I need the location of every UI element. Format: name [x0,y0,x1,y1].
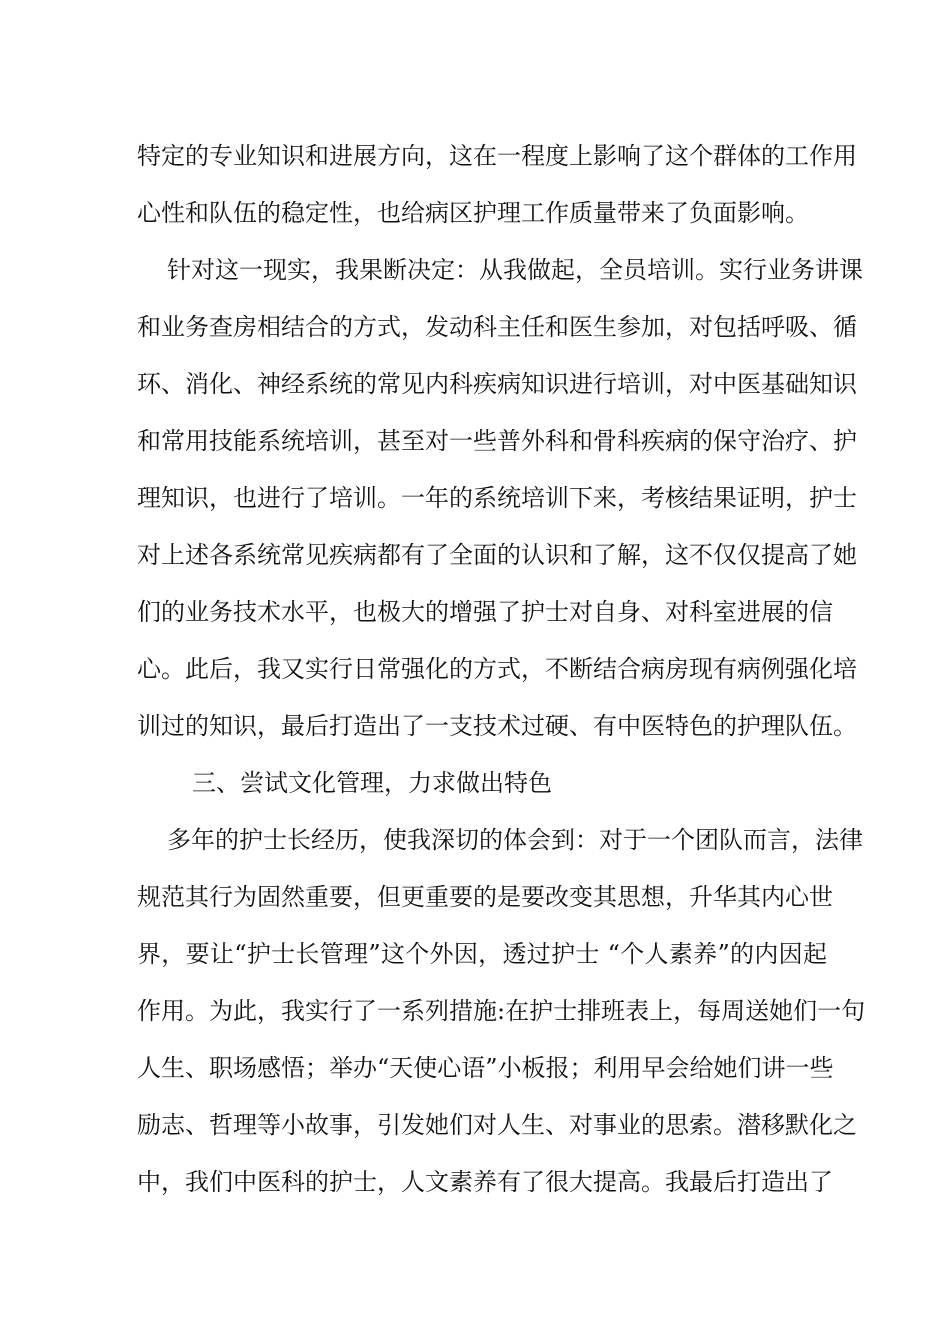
text-line-3: 针对这一现实，我果断决定：从我做起，全员培训。实行业务讲课 [167,256,863,284]
text-line-7: 理知识，也进行了培训。一年的系统培训下来，考核结果证明，护士 [137,484,857,512]
text-line-2: 心性和队伍的稳定性，也给病区护理工作质量带来了负面影响。 [137,199,809,227]
text-line-13: 多年的护士长经历，使我深切的体会到：对于一个团队而言，法律 [167,826,863,854]
text-line-10: 心。此后，我又实行日常强化的方式，不断结合病房现有病例强化培 [137,655,857,683]
text-line-4: 和业务查房相结合的方式，发动科主任和医生参加，对包括呼吸、循 [137,313,857,341]
section-heading: 三、尝试文化管理，力求做出特色 [192,769,552,797]
text-line-14: 规范其行为固然重要，但更重要的是要改变其思想，升华其内心世 [137,883,833,911]
text-line-15: 界，要让“护士长管理”这个外因，透过护士 “个人素养”的内因起 [137,940,827,968]
text-line-16: 作用。为此，我实行了一系列措施:在护士排班表上，每周送她们一句 [137,997,866,1025]
text-line-1: 特定的专业知识和进展方向，这在一程度上影响了这个群体的工作用 [137,142,857,170]
text-line-8: 对上述各系统常见疾病都有了全面的认识和了解，这不仅仅提高了她 [137,541,857,569]
text-line-19: 中，我们中医科的护士，人文素养有了很大提高。我最后打造出了 [137,1168,833,1196]
text-line-9: 们的业务技术水平，也极大的增强了护士对自身、对科室进展的信 [137,598,833,626]
text-line-11: 训过的知识，最后打造出了一支技术过硬、有中医特色的护理队伍。 [137,712,857,740]
text-line-5: 环、消化、神经系统的常见内科疾病知识进行培训，对中医基础知识 [137,370,857,398]
text-line-17: 人生、职场感悟；举办“天使心语”小板报；利用早会给她们讲一些 [137,1054,834,1082]
text-line-6: 和常用技能系统培训，甚至对一些普外科和骨科疾病的保守治疗、护 [137,427,857,455]
text-line-18: 励志、哲理等小故事，引发她们对人生、对事业的思索。潜移默化之 [137,1111,857,1139]
